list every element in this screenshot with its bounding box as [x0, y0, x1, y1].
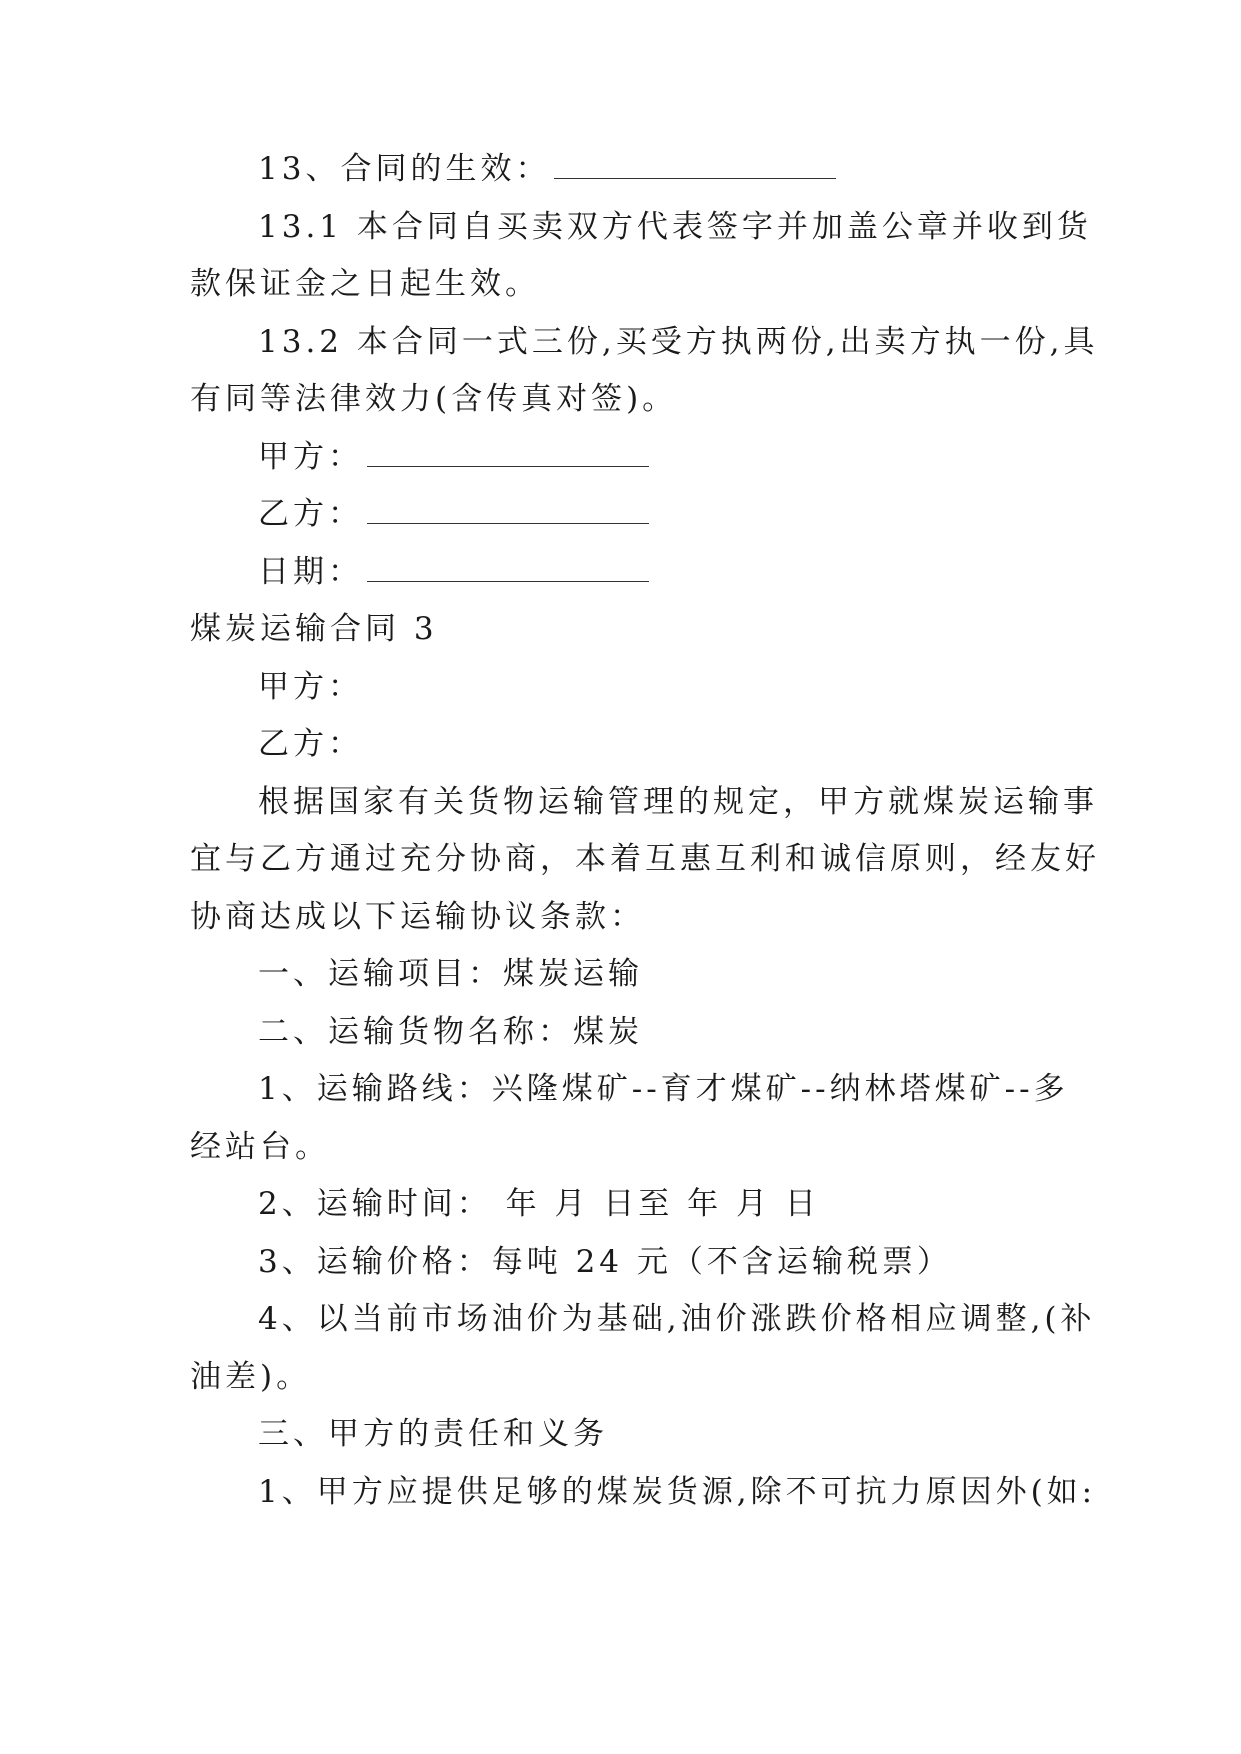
party-a-label: 甲方： [258, 439, 363, 475]
party-b-line: 乙方： [258, 726, 363, 762]
route-line-2: 经站台。 [190, 1129, 330, 1165]
section-3-heading: 三、甲方的责任和义务 [258, 1416, 608, 1452]
contract-title: 煤炭运输合同 3 [190, 611, 438, 647]
party-a-duty-1: 1、甲方应提供足够的煤炭货源,除不可抗力原因外(如: [258, 1474, 1097, 1510]
transport-price: 3、运输价格：每吨 24 元（不含运输税票） [258, 1244, 952, 1280]
date-signature [258, 552, 1070, 592]
route-line-1: 1、运输路线：兴隆煤矿--育才煤矿--纳林塔煤矿--多 [258, 1071, 1069, 1107]
signature-blank [367, 438, 649, 467]
signature-blank [554, 150, 836, 179]
signature-blank [367, 495, 649, 524]
party-a-signature [258, 437, 1070, 477]
clause-13-heading [258, 149, 1070, 189]
party-b-signature [258, 494, 1070, 534]
preamble-line-3: 协商达成以下运输协议条款： [190, 899, 645, 935]
clause-13-1-line-1: 13.1 本合同自买卖双方代表签字并加盖公章并收到货 [258, 209, 1092, 245]
section-2-heading: 二、运输货物名称：煤炭 [258, 1014, 643, 1050]
signature-blank [367, 553, 649, 582]
clause-13-2-line-2: 有同等法律效力(含传真对签)。 [190, 381, 678, 417]
preamble-line-1: 根据国家有关货物运输管理的规定，甲方就煤炭运输事 [258, 784, 1098, 820]
oil-price-line-1: 4、以当前市场油价为基础,油价涨跌价格相应调整,(补 [258, 1301, 1096, 1337]
transport-time: 2、运输时间： 年 月 日至 年 月 日 [258, 1186, 820, 1222]
preamble-line-2: 宜与乙方通过充分协商，本着互惠互利和诚信原则，经友好 [190, 841, 1100, 877]
party-a-line: 甲方： [258, 669, 363, 705]
section-1-heading: 一、运输项目：煤炭运输 [258, 956, 643, 992]
clause-13-1-line-2: 款保证金之日起生效。 [190, 266, 540, 302]
oil-price-line-2: 油差)。 [190, 1359, 312, 1395]
clause-13-text: 13、合同的生效： [258, 151, 551, 187]
party-b-label: 乙方： [258, 496, 363, 532]
clause-13-2-line-1: 13.2 本合同一式三份,买受方执两份,出卖方执一份,具 [258, 324, 1099, 360]
date-label: 日期： [258, 554, 363, 590]
